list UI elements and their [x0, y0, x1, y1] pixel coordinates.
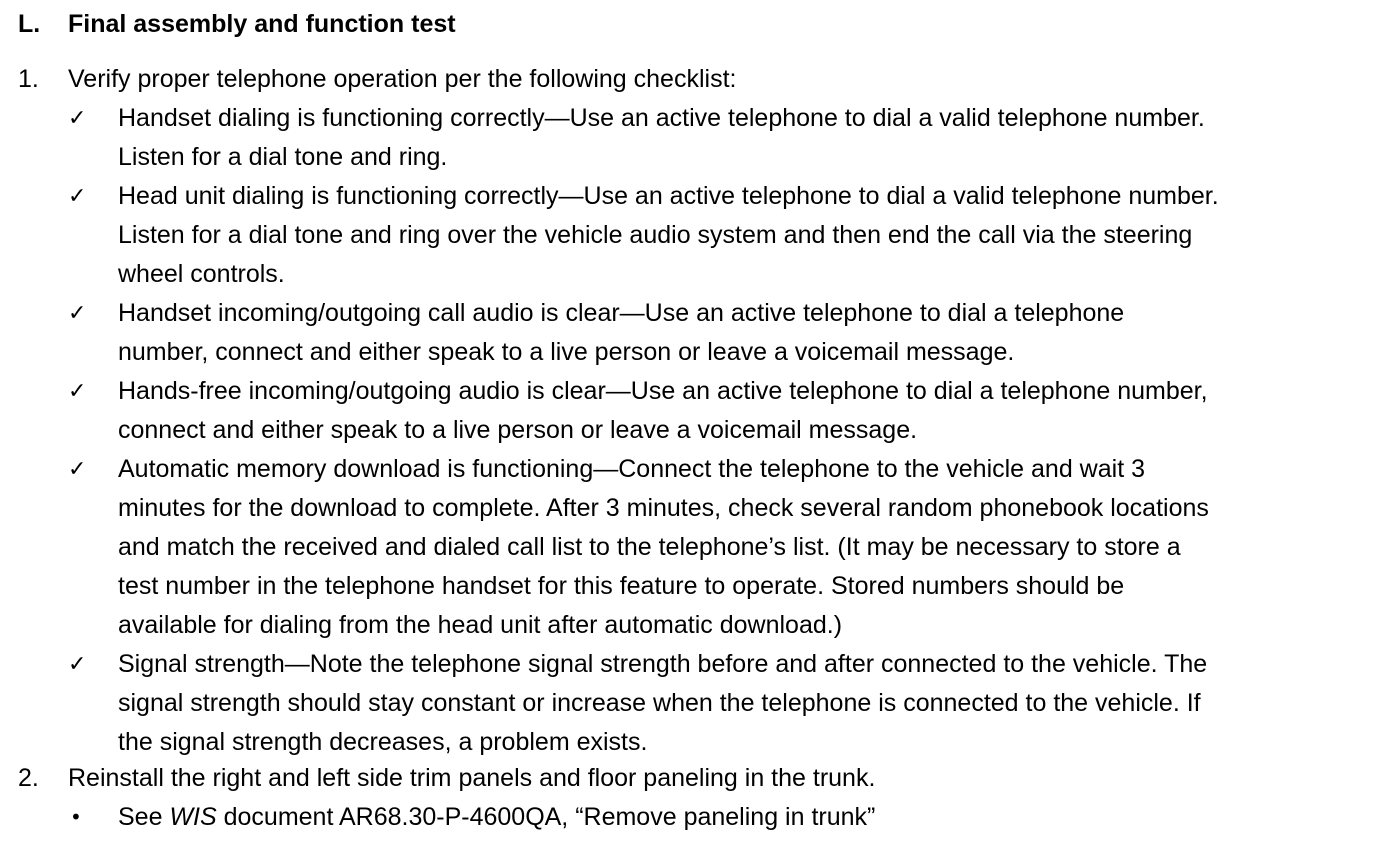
check-mark-icon: ✓ [68, 301, 87, 326]
section-marker: L. [18, 10, 41, 38]
check-mark-icon: ✓ [68, 652, 87, 677]
step-2-text: Reinstall the right and left side trim panels and floor paneling in the trunk. [68, 764, 876, 792]
checklist-line: test number in the telephone handset for this feature to operate. Stored numbers should be [118, 572, 1125, 600]
check-mark-icon: ✓ [68, 106, 87, 131]
check-mark-icon: ✓ [68, 379, 87, 404]
step-2-sublist [68, 798, 1368, 837]
checklist-line: Signal strength—Note the telephone signal strength before and after connected to the vehicle. The [118, 650, 1208, 678]
step-2-marker: 2. [18, 764, 39, 792]
checklist-item-handset-dialing [68, 99, 1368, 177]
checklist-line: Head unit dialing is functioning correctly—Use an active telephone to dial a valid telephone number. [118, 182, 1219, 210]
checklist-line: the signal strength decreases, a problem exists. [118, 728, 648, 756]
checklist-line: Hands-free incoming/outgoing audio is clear—Use an active telephone to dial a telephone number, [118, 377, 1208, 405]
checklist-line: connect and either speak to a live person or leave a voicemail message. [118, 416, 918, 444]
checklist-line: Listen for a dial tone and ring. [118, 143, 448, 171]
checklist-item-head-unit-dialing [68, 177, 1368, 294]
check-mark-icon: ✓ [68, 184, 87, 209]
checklist-line: available for dialing from the head unit after automatic download.) [118, 611, 843, 639]
reference-prefix: See [118, 803, 170, 831]
step-1 [18, 60, 736, 99]
checklist-item-memory-download [68, 450, 1368, 645]
checklist-line: and match the received and dialed call list to the telephone’s list. (It may be necessary to store a [118, 533, 1181, 561]
reference-suffix: document AR68.30-P-4600QA, “Remove paneling in trunk” [216, 803, 876, 831]
checklist-line: Handset incoming/outgoing call audio is clear—Use an active telephone to dial a telephone [118, 299, 1125, 327]
check-mark-icon: ✓ [68, 457, 87, 482]
list-item-wis-reference [68, 798, 1368, 837]
checklist [68, 99, 1368, 762]
checklist-line: Automatic memory download is functioning—Connect the telephone to the vehicle and wait 3 [118, 455, 1145, 483]
checklist-line: signal strength should stay constant or increase when the telephone is connected to the vehicle. If [118, 689, 1201, 717]
checklist-item-hands-free-audio [68, 372, 1368, 450]
step-2 [18, 759, 875, 798]
step-1-marker: 1. [18, 65, 39, 93]
reference-emphasis: WIS [169, 803, 217, 831]
checklist-line: Handset dialing is functioning correctly—Use an active telephone to dial a valid telephone number. [118, 104, 1205, 132]
step-1-text: Verify proper telephone operation per the following checklist: [68, 65, 737, 93]
checklist-item-signal-strength [68, 645, 1368, 762]
checklist-item-handset-audio [68, 294, 1368, 372]
checklist-line: number, connect and either speak to a live person or leave a voicemail message. [118, 338, 1015, 366]
bullet-icon: • [70, 805, 82, 829]
checklist-line: minutes for the download to complete. After 3 minutes, check several random phonebook locations [118, 494, 1209, 522]
section-title: Final assembly and function test [68, 10, 456, 38]
checklist-line: Listen for a dial tone and ring over the vehicle audio system and then end the call via the steering [118, 221, 1193, 249]
section-heading [18, 5, 456, 44]
checklist-line: wheel controls. [118, 260, 285, 288]
